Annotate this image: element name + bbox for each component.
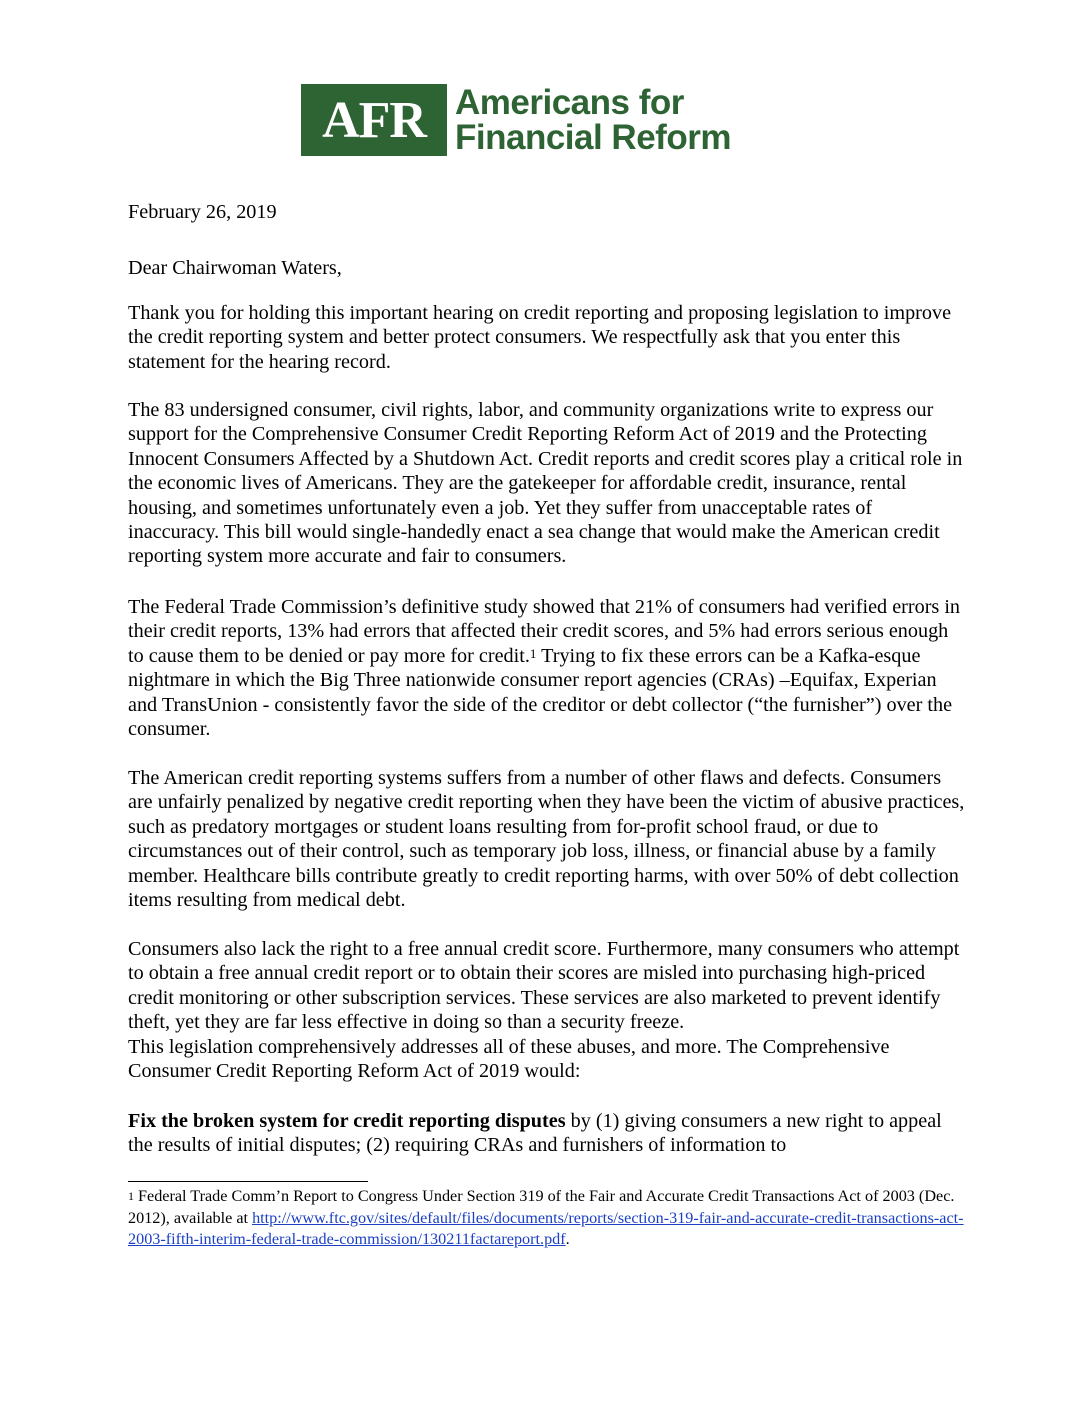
footnote-link[interactable]: http://www.ftc.gov/sites/default/files/documents/reports/section-319-fair-and-accurate-credit-transactions-act-2003-fifth-interim-federal-trade-commission/130211factareport.pdf xyxy=(128,1208,964,1249)
footnote-number: 1 xyxy=(128,1189,134,1203)
logo-line-2: Financial Reform xyxy=(455,118,731,157)
afr-logo xyxy=(301,84,731,156)
footnote-text: Federal Trade Comm’n Report to Congress Under Section 319 of the Fair and Accurate Credit Transactions Act of 2003 (Dec. 2012), available at xyxy=(128,1187,955,1227)
footnote: $^1$ Federal Trade Comm’n Report to Congress Under Section 319 of the Fair and Accurate Credit Transactions Act of 2003 (Dec. 2012), available at http://www.ftc.gov/sites/default/files/documents/reports/section-319-fair-and-accurate-credit-transactions-act-2003-fifth-interim-federal-trade-commission/130211factareport.pdf. xyxy=(128,1187,964,1249)
bold-heading: Fix the broken system for credit reporting disputes xyxy=(128,1110,566,1132)
paragraph-ftc-study: The Federal Trade Commission’s definitive study showed that 21% of consumers had verified errors in their credit reports, 13% had errors that affected their credit scores, and 5% had errors serious enough to cause them to be denied or pay more for credit.$^1$ Trying to fix these errors can be a Kafka-esque nightmare in which the Big Three nationwide consumer report agencies (CRAs) –Equifax, Experian and TransUnion - consistently favor the side of the creditor or debt collector (“the furnisher”) over the consumer. xyxy=(128,596,961,741)
paragraph-intro: Thank you for holding this important hearing on credit reporting and proposing legislation to improve the credit reporting system and better protect consumers. We respectfully ask that you enter this statement for the hearing record. xyxy=(128,302,952,373)
footnote-reference[interactable]: 1 xyxy=(529,645,537,661)
salutation: Dear Chairwoman Waters, xyxy=(128,257,342,279)
paragraph-free-score: Consumers also lack the right to a free annual credit score. Furthermore, many consumers who attempt to obtain a free annual credit report or to obtain their scores are misled into purchasing high-priced credit monitoring or other subscription services. These services are also marketed to prevent identify theft, yet they are far less effective in doing so than a security freeze. This legislation comprehensively addresses all of these abuses, and more. The Comprehensive Consumer Credit Reporting Reform Act of 2019 would: xyxy=(128,938,960,1083)
footnote-divider xyxy=(128,1181,368,1182)
paragraph-fix-disputes: Fix the broken system for credit reporting disputes by (1) giving consumers a new right to appeal the results of initial disputes; (2) requiring CRAs and furnishers of information to xyxy=(128,1110,942,1157)
logo-line-1: Americans for xyxy=(455,83,684,122)
paragraph-flaws: The American credit reporting systems suffers from a number of other flaws and defects. Consumers are unfairly penalized by negative credit reporting when they have been the victim of abusive practices, such as predatory mortgages or student loans resulting from for-profit school fraud, or due to circumstances out of their control, such as temporary job loss, illness, or financial abuse by a family member. Healthcare bills contribute greatly to credit reporting harms, with over 50% of debt collection items resulting from medical debt. xyxy=(128,767,965,912)
letter-date: February 26, 2019 xyxy=(128,201,277,223)
logo-abbreviation: AFR xyxy=(301,84,447,156)
paragraph-support: The 83 undersigned consumer, civil rights, labor, and community organizations write to express our support for the Comprehensive Consumer Credit Reporting Reform Act of 2019 and the Protecting Innocent Consumers Affected by a Shutdown Act. Credit reports and credit scores play a critical role in the economic lives of Americans. They are the gatekeeper for affordable credit, insurance, rental housing, and sometimes unfortunately even a job. Yet they suffer from unacceptable rates of inaccuracy. This bill would single-handedly enact a sea change that would make the American credit reporting system more accurate and fair to consumers. xyxy=(128,399,963,568)
logo-wordmark xyxy=(455,84,731,156)
